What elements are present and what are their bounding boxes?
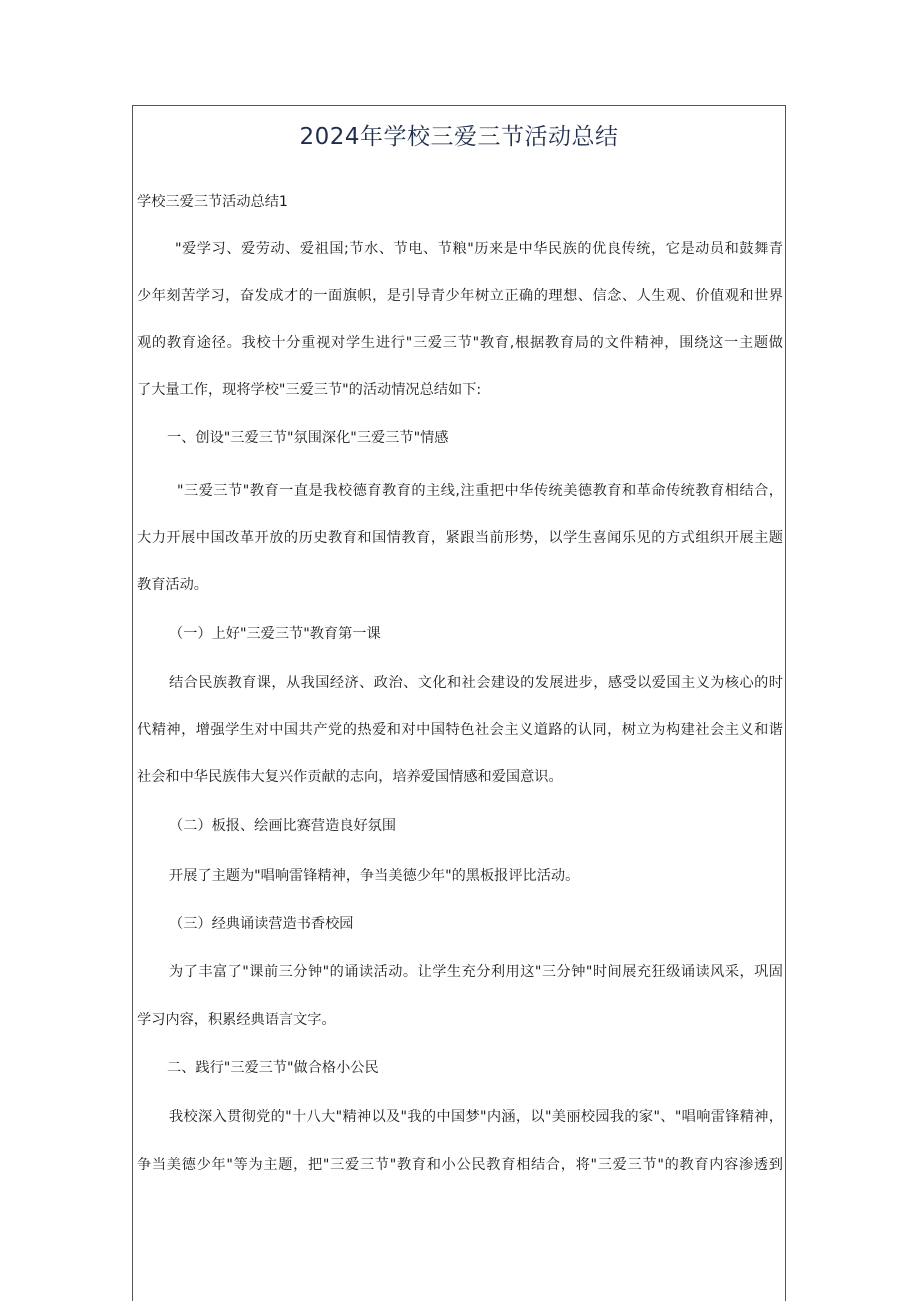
paragraph-line-8: 结合民族教育课，从我国经济、政治、文化和社会建设的发展进步，感受以爱国主义为核心的时: [169, 675, 783, 691]
subsection-heading-2: （二）板报、绘画比赛营造良好氛围: [169, 818, 397, 834]
paragraph-line-15: 争当美德少年"等为主题，把"三爱三节"教育和小公民教育相结合，将"三爱三节"的教育内容渗透到: [137, 1157, 783, 1173]
paragraph-line-9: 代精神，增强学生对中国共产党的热爱和对中国特色社会主义道路的认同，树立为构建社会主义和谐: [137, 722, 783, 738]
section-heading-1: 一、创设"三爱三节"氛围深化"三爱三节"情感: [167, 430, 449, 446]
subsection-heading-3: （三）经典诵读营造书香校园: [169, 916, 354, 932]
paragraph-line-11: 开展了主题为"唱响雷锋精神，争当美德少年"的黑板报评比活动。: [169, 868, 580, 884]
section-heading-2: 二、践行"三爱三节"做合格小公民: [167, 1060, 379, 1076]
paragraph-line-3: 观的教育途径。我校十分重视对学生进行"三爱三节"教育,根据教育局的文件精神，围绕这一主题做: [137, 335, 783, 351]
paragraph-line-13: 学习内容，积累经典语言文字。: [137, 1012, 336, 1028]
paragraph-line-12: 为了丰富了"课前三分钟"的诵读活动。让学生充分利用这"三分钟"时间展充狂级诵读风采，巩固: [169, 964, 783, 980]
paragraph-line-4: 了大量工作，现将学校"三爱三节"的活动情况总结如下:: [137, 382, 482, 398]
document-page: [132, 105, 786, 1301]
paragraph-line-14: 我校深入贯彻党的"十八大"精神以及"我的中国梦"内涵，以"美丽校园我的家"、"唱响雷锋精神，: [169, 1109, 783, 1125]
paragraph-line-1: "爱学习、爱劳动、爱祖国;节水、节电、节粮"历来是中华民族的优良传统，它是动员和鼓舞青: [175, 241, 783, 257]
paragraph-line-5: "三爱三节"教育一直是我校德育教育的主线,注重把中华传统美德教育和革命传统教育相结合，: [177, 483, 783, 499]
paragraph-line-6: 大力开展中国改革开放的历史教育和国情教育，紧跟当前形势，以学生喜闻乐见的方式组织开展主题: [137, 530, 783, 546]
subsection-heading-1: （一）上好"三爱三节"教育第一课: [169, 626, 381, 642]
subtitle: 学校三爱三节活动总结1: [137, 194, 288, 210]
paragraph-line-2: 少年刻苦学习，奋发成才的一面旗帜，是引导青少年树立正确的理想、信念、人生观、价值观和世界: [137, 288, 783, 304]
document-title: 2024年学校三爱三节活动总结: [299, 124, 619, 150]
paragraph-line-7: 教育活动。: [137, 577, 208, 593]
paragraph-line-10: 社会和中华民族伟大复兴作贡献的志向，培养爱国情感和爱国意识。: [137, 769, 563, 785]
